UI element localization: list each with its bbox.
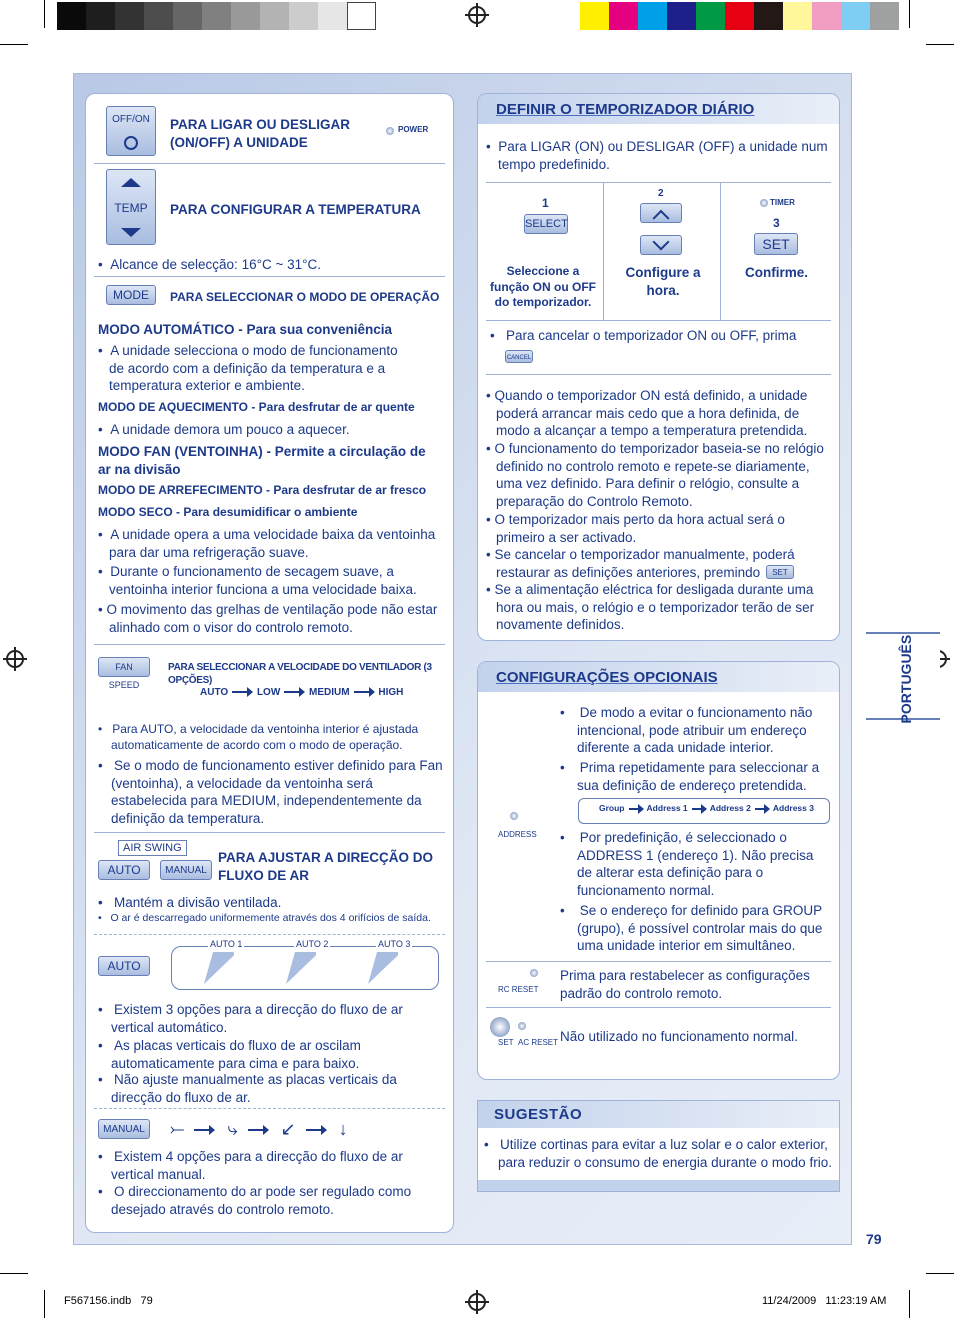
crop-mark <box>909 1290 910 1318</box>
divider <box>603 182 604 320</box>
auto-option-1: AUTO 1 <box>210 939 243 949</box>
color-swatch <box>638 2 667 30</box>
color-swatch <box>289 2 318 30</box>
temp-down-icon <box>121 228 141 237</box>
color-swatch <box>202 2 231 30</box>
vertical-manual-text-1: Existem 4 opções para a direcção do fluxo de ar vertical manual. <box>111 1149 403 1182</box>
color-swatch <box>580 2 609 30</box>
registration-mark-icon <box>3 647 27 671</box>
step-2-number: 2 <box>658 188 664 199</box>
temp-up-icon <box>121 178 141 187</box>
vertical-auto-bullet-1: • Existem 3 opções para a direcção do fluxo de ar vertical automático. <box>98 1002 403 1035</box>
address-label: ADDRESS <box>498 830 537 839</box>
page-number: 79 <box>866 1231 882 1247</box>
tip-title: SUGESTÃO <box>494 1106 583 1123</box>
color-swatch <box>57 2 86 30</box>
color-swatch <box>231 2 260 30</box>
step-3-number: 3 <box>773 216 780 230</box>
crop-mark <box>44 0 45 28</box>
arrow-right-icon <box>248 1129 266 1131</box>
color-swatch <box>841 2 870 30</box>
tip-text: Utilize cortinas para evitar a luz solar e o calor exterior, para reduzir o consumo de energia durante o modo frio. <box>498 1137 832 1170</box>
ac-reset-label: AC RESET <box>518 1038 559 1047</box>
air-swing-text-2: O ar é descarregado uniformemente através dos 4 orifícios de saída. <box>110 912 431 924</box>
timer-note-5: • Se a alimentação eléctrica for desligada durante uma hora ou mais, o relógio e o temporizador terão de ser novamente definidos. <box>486 582 815 633</box>
vertical-auto-bullet-3: • Não ajuste manualmente as placas verticais da direcção do fluxo de ar. <box>98 1072 397 1105</box>
air-swing-auto-button[interactable] <box>98 860 150 880</box>
air-swing-manual-button[interactable] <box>160 860 212 880</box>
vertical-manual-bullet-1: • Existem 4 opções para a direcção do fluxo de ar vertical manual. <box>98 1149 403 1182</box>
air-swing-text-1: Mantém a divisão ventilada. <box>113 895 282 910</box>
registration-mark-icon <box>465 1290 489 1314</box>
dry-mode-text-3: O movimento das grelhas de ventilação pode não estar alinhado com o visor do controlo remoto. <box>106 602 438 635</box>
temp-range: • Alcance de selecção: 16°C ~ 31°C. <box>98 257 322 272</box>
divider <box>94 934 445 935</box>
direction-4-icon: ↓ <box>338 1119 354 1139</box>
air-swing-manual-label: MANUAL <box>165 865 207 876</box>
air-swing-label: AIR SWING <box>118 840 187 856</box>
dry-mode-text-1: A unidade opera a uma velocidade baixa da ventoinha para dar uma refrigeração suave. <box>109 527 436 560</box>
divider <box>94 832 445 833</box>
set-acreset-text: Não utilizado no funcionamento normal. <box>560 1029 798 1044</box>
vertical-auto-text-1: Existem 3 opções para a direcção do fluxo de ar vertical automático. <box>111 1002 403 1035</box>
color-swatch <box>696 2 725 30</box>
address-bullet-1: • De modo a evitar o funcionamento não intencional, pode atribuir um endereço diferente a cada unidade interior. <box>560 705 813 756</box>
color-swatch <box>609 2 638 30</box>
power-title: PARA LIGAR OU DESLIGAR (ON/OFF) A UNIDADE <box>170 117 351 150</box>
timer-note-4-text: Se cancelar o temporizador manualmente, poderá restaurar as definições anteriores, premindo <box>494 547 795 580</box>
vertical-auto-text-3: Não ajuste manualmente as placas verticais da direcção do fluxo de ar. <box>111 1072 397 1105</box>
fan-speed-bullet-2: • Se o modo de funcionamento estiver definido para Fan (ventoinha), a velocidade da ventoinha será estabelecida para MEDIUM, independentemente da definição da temperatura. <box>98 758 443 826</box>
dry-mode-heading: MODO SECO - Para desumidificar o ambiente <box>98 505 358 519</box>
dry-mode-bullet-1: • A unidade opera a uma velocidade baixa da ventoinha para dar uma refrigeração suave. <box>98 527 436 560</box>
auto-option-3: AUTO 3 <box>378 939 411 949</box>
ac-reset-button-icon[interactable] <box>518 1022 526 1030</box>
air-swing-auto-label: AUTO <box>107 863 141 877</box>
side-tab-label: PORTUGUÊS <box>897 634 914 724</box>
heat-mode-bullet: • A unidade demora um pouco a aquecer. <box>98 422 350 437</box>
set-round-button-icon[interactable] <box>490 1017 510 1037</box>
crop-mark <box>909 0 910 28</box>
temp-title: PARA CONFIGURAR A TEMPERATURA <box>170 202 421 217</box>
speed-high: HIGH <box>378 687 404 698</box>
air-swing-title: PARA AJUSTAR A DIRECÇÃO DO FLUXO DE AR <box>218 850 434 883</box>
left-panel <box>85 93 454 1233</box>
crop-mark <box>0 1273 28 1274</box>
timer-note-4: • Se cancelar o temporizador manualmente, poderá restaurar as definições anteriores, premindo <box>486 547 795 580</box>
color-swatch <box>783 2 812 30</box>
divider <box>94 644 445 645</box>
direction-3-icon: ↙ <box>280 1119 302 1139</box>
power-icon <box>124 136 138 150</box>
crop-mark <box>926 44 954 45</box>
fan-speed-text-2: Se o modo de funcionamento estiver definido para Fan (ventoinha), a velocidade da ventoinha será estabelecida para MEDIUM, independentemente da definição da temperatura. <box>111 758 443 826</box>
up-arrow-icon <box>653 210 670 227</box>
crop-mark <box>0 44 28 45</box>
air-swing-bullet-1: • Mantém a divisão ventilada. <box>98 895 282 910</box>
color-swatch <box>173 2 202 30</box>
dry-mode-text-2: Durante o funcionamento de secagem suave, a ventoinha interior funciona a uma velocidade baixa. <box>109 564 417 597</box>
timer-note-3: • O temporizador mais perto da hora actual será o primeiro a ser activado. <box>486 512 785 545</box>
arrow-right-icon <box>194 1129 212 1131</box>
address-3: Address 3 <box>772 803 814 813</box>
select-button[interactable] <box>524 214 568 234</box>
timer-led-icon <box>760 199 768 207</box>
fan-speed-button-label: FAN SPEED <box>108 662 140 690</box>
vertical-manual-button[interactable] <box>98 1119 150 1139</box>
vertical-auto-bullet-2: • As placas verticais do fluxo de ar oscilam automaticamente para cima e para baixo. <box>98 1038 361 1071</box>
direction-1-icon: ⤚ <box>170 1119 191 1139</box>
address-bullet-4: • Se o endereço for definido para GROUP (grupo), é possível controlar mais do que uma unidade interior em simultâneo. <box>560 903 823 954</box>
vertical-auto-button[interactable] <box>98 956 150 976</box>
color-swatch <box>144 2 173 30</box>
vertical-manual-label: MANUAL <box>103 1124 145 1135</box>
power-label: POWER <box>398 125 429 134</box>
divider <box>486 961 831 962</box>
address-bullet-2: • Prima repetidamente para seleccionar a sua definição de endereço pretendida. <box>560 760 820 793</box>
footer-date: 11/24/2009 11:23:19 AM <box>762 1295 887 1307</box>
fan-speed-title: PARA SELECCIONAR A VELOCIDADE DO VENTILADOR (3 OPÇÕES) <box>168 662 432 686</box>
arrow-right-icon <box>629 808 641 810</box>
fan-speed-button[interactable] <box>98 657 150 690</box>
arrow-right-icon <box>284 691 302 693</box>
divider <box>486 374 831 375</box>
dry-mode-bullet-2: • Durante o funcionamento de secagem suave, a ventoinha interior funciona a uma velocidade baixa. <box>98 564 417 597</box>
auto-mode-heading: MODO AUTOMÁTICO - Para sua conveniência <box>98 322 393 337</box>
address-group: Group <box>599 803 625 813</box>
address-sequence <box>578 798 830 824</box>
arrow-right-icon <box>354 691 372 693</box>
divider <box>94 163 445 164</box>
optional-title: CONFIGURAÇÕES OPCIONAIS <box>496 669 718 686</box>
color-swatch <box>115 2 144 30</box>
mode-button[interactable] <box>106 285 156 305</box>
power-button-label: OFF/ON <box>112 114 150 125</box>
address-text-3: Por predefinição, é seleccionado o ADDRESS 1 (endereço 1). Não precisa de alterar esta definição para o funcionamento normal. <box>577 830 814 898</box>
fan-speed-text-1: Para AUTO, a velocidade da ventoinha interior é ajustada automaticamente de acordo com o modo de operação. <box>111 722 419 752</box>
step-2-text: Configure a hora. <box>625 265 701 298</box>
address-1: Address 1 <box>646 803 688 813</box>
timer-note-2: • O funcionamento do temporizador baseia-se no relógio definido no controlo remoto e repete-se diariamente, uma vez definido. Para definir o relógio, consulte a preparação do Controlo Remoto. <box>486 441 824 509</box>
vertical-auto-label: AUTO <box>107 959 141 973</box>
down-arrow-icon <box>653 234 670 251</box>
speed-medium: MEDIUM <box>309 687 350 698</box>
color-swatch <box>260 2 289 30</box>
divider <box>94 276 445 277</box>
crop-mark <box>926 1273 954 1274</box>
divider <box>486 320 831 321</box>
color-swatch <box>318 2 347 30</box>
time-up-button[interactable] <box>640 203 682 223</box>
cool-mode-heading: MODO DE ARREFECIMENTO - Para desfrutar de ar fresco <box>98 483 427 497</box>
set-button-label: SET <box>762 236 790 252</box>
timer-intro-text: Para LIGAR (ON) ou DESLIGAR (OFF) a unidade num tempo predefinido. <box>498 139 828 172</box>
set-inline-label: SET <box>772 568 788 577</box>
speed-low: LOW <box>256 687 281 698</box>
color-swatch <box>870 2 899 30</box>
direction-2-icon: ⤷ <box>227 1119 244 1139</box>
timer-intro: • Para LIGAR (ON) ou DESLIGAR (OFF) a unidade num tempo predefinido. <box>486 139 828 172</box>
fan-speed-bullet-1: • Para AUTO, a velocidade da ventoinha interior é ajustada automaticamente de acordo com o modo de operação. <box>98 722 419 752</box>
power-button[interactable] <box>106 106 156 156</box>
heat-mode-heading: MODO DE AQUECIMENTO - Para desfrutar de ar quente <box>98 400 415 414</box>
timer-label: TIMER <box>770 198 795 207</box>
address-bullet-3: • Por predefinição, é seleccionado o ADDRESS 1 (endereço 1). Não precisa de alterar esta definição para o funcionamento normal. <box>560 830 814 898</box>
address-text-4: Se o endereço for definido para GROUP (grupo), é possível controlar mais do que uma unidade interior em simultâneo. <box>577 903 823 954</box>
crop-mark <box>44 1290 45 1318</box>
divider <box>486 1007 831 1008</box>
divider <box>486 182 831 183</box>
footer-file: F567156.indb 79 <box>64 1295 153 1307</box>
temp-button[interactable] <box>106 169 156 245</box>
speed-auto: AUTO <box>200 687 229 698</box>
address-2: Address 2 <box>709 803 751 813</box>
rc-reset-text: Prima para restabelecer as configurações padrão do controlo remoto. <box>560 968 810 1001</box>
step-1-text: Seleccione a função ON ou OFF do temporizador. <box>490 264 596 310</box>
timer-note-3-text: O temporizador mais perto da hora actual será o primeiro a ser activado. <box>494 512 785 545</box>
color-swatch <box>347 2 376 30</box>
timer-note-1-text: Quando o temporizador ON está definido, a unidade poderá arrancar mais cedo que a hora definida, de modo a alcançar a tempo a temperatura pretendida. <box>494 388 808 439</box>
address-button-icon[interactable] <box>510 812 518 820</box>
vertical-auto-text-2: As placas verticais do fluxo de ar oscilam automaticamente para cima e para baixo. <box>111 1038 361 1071</box>
address-text-1: De modo a evitar o funcionamento não intencional, pode atribuir um endereço diferente a cada unidade interior. <box>577 705 813 756</box>
select-button-label: SELECT <box>525 218 568 230</box>
registration-mark-icon <box>465 3 489 27</box>
tip-text-block: • Utilize cortinas para evitar a luz solar e o calor exterior, para reduzir o consumo de energia durante o modo frio. <box>484 1137 832 1170</box>
heat-mode-text: A unidade demora um pouco a aquecer. <box>110 422 350 437</box>
manual-direction-sequence <box>170 1118 354 1141</box>
step-1-number: 1 <box>542 196 549 210</box>
tip-panel <box>477 1100 840 1192</box>
color-swatch <box>754 2 783 30</box>
color-swatch <box>86 2 115 30</box>
cancel-note: • Para cancelar o temporizador ON ou OFF, prima <box>490 328 797 343</box>
cancel-button-label: CANCEL <box>506 355 532 361</box>
timer-title: DEFINIR O TEMPORIZADOR DIÁRIO <box>496 101 755 118</box>
auto-option-2: AUTO 2 <box>296 939 329 949</box>
step-3-text: Confirme. <box>745 265 809 280</box>
auto-mode-bullet: • A unidade selecciona o modo de funcionamento de acordo com a definição da temperatura e a temperatura exterior e ambiente. <box>98 343 398 394</box>
arrow-right-icon <box>232 691 250 693</box>
air-swing-bullet-2: • O ar é descarregado uniformemente através dos 4 orifícios de saída. <box>98 912 431 924</box>
timer-note-1: • Quando o temporizador ON está definido, a unidade poderá arrancar mais cedo que a hora definida, de modo a alcançar a tempo a temperatura pretendida. <box>486 388 808 439</box>
arrow-right-icon <box>306 1129 324 1131</box>
color-swatch <box>725 2 754 30</box>
dry-mode-bullet-3: • O movimento das grelhas de ventilação pode não estar alinhado com o visor do controlo remoto. <box>98 602 438 635</box>
auto-mode-text: A unidade selecciona o modo de funcionamento de acordo com a definição da temperatura e a temperatura exterior e ambiente. <box>109 343 398 394</box>
temp-range-text: Alcance de selecção: 16°C ~ 31°C. <box>110 257 322 272</box>
temp-button-label: TEMP <box>114 201 148 215</box>
set-button[interactable] <box>754 233 798 255</box>
mode-button-label: MODE <box>113 288 149 302</box>
divider <box>720 182 721 320</box>
fan-mode-heading: MODO FAN (VENTOINHA) - Permite a circulação de ar na divisão <box>98 444 426 477</box>
vertical-manual-text-2: O direccionamento do ar pode ser regulado como desejado através do controlo remoto. <box>111 1184 412 1217</box>
divider <box>94 1108 445 1109</box>
power-led-icon <box>386 127 394 135</box>
set-label: SET <box>498 1038 514 1047</box>
color-swatch <box>667 2 696 30</box>
cancel-button[interactable] <box>505 350 533 363</box>
color-swatch <box>812 2 841 30</box>
side-tab <box>866 632 940 724</box>
vertical-manual-bullet-2: • O direccionamento do ar pode ser regulado como desejado através do controlo remoto. <box>98 1184 412 1217</box>
address-text-2: Prima repetidamente para seleccionar a sua definição de endereço pretendida. <box>577 760 820 793</box>
rc-reset-label: RC RESET <box>498 985 539 994</box>
arrow-right-icon <box>755 808 767 810</box>
cancel-note-text: Para cancelar o temporizador ON ou OFF, prima <box>505 328 797 343</box>
mode-title: PARA SELECCIONAR O MODO DE OPERAÇÃO <box>170 290 440 304</box>
fan-speed-sequence <box>200 686 403 699</box>
timer-note-5-text: Se a alimentação eléctrica for desligada durante uma hora ou mais, o relógio e o temporizador terão de ser novamente definidos. <box>494 582 815 633</box>
timer-panel <box>477 93 840 641</box>
rc-reset-button-icon[interactable] <box>530 969 538 977</box>
set-button-inline[interactable] <box>766 565 794 579</box>
timer-note-2-text: O funcionamento do temporizador baseia-se no relógio definido no controlo remoto e repete-se diariamente, uma vez definido. Para definir o relógio, consulte a preparação do Controlo Remoto. <box>494 441 824 509</box>
arrow-right-icon <box>692 808 704 810</box>
time-down-button[interactable] <box>640 235 682 255</box>
optional-settings-panel <box>477 661 840 1080</box>
